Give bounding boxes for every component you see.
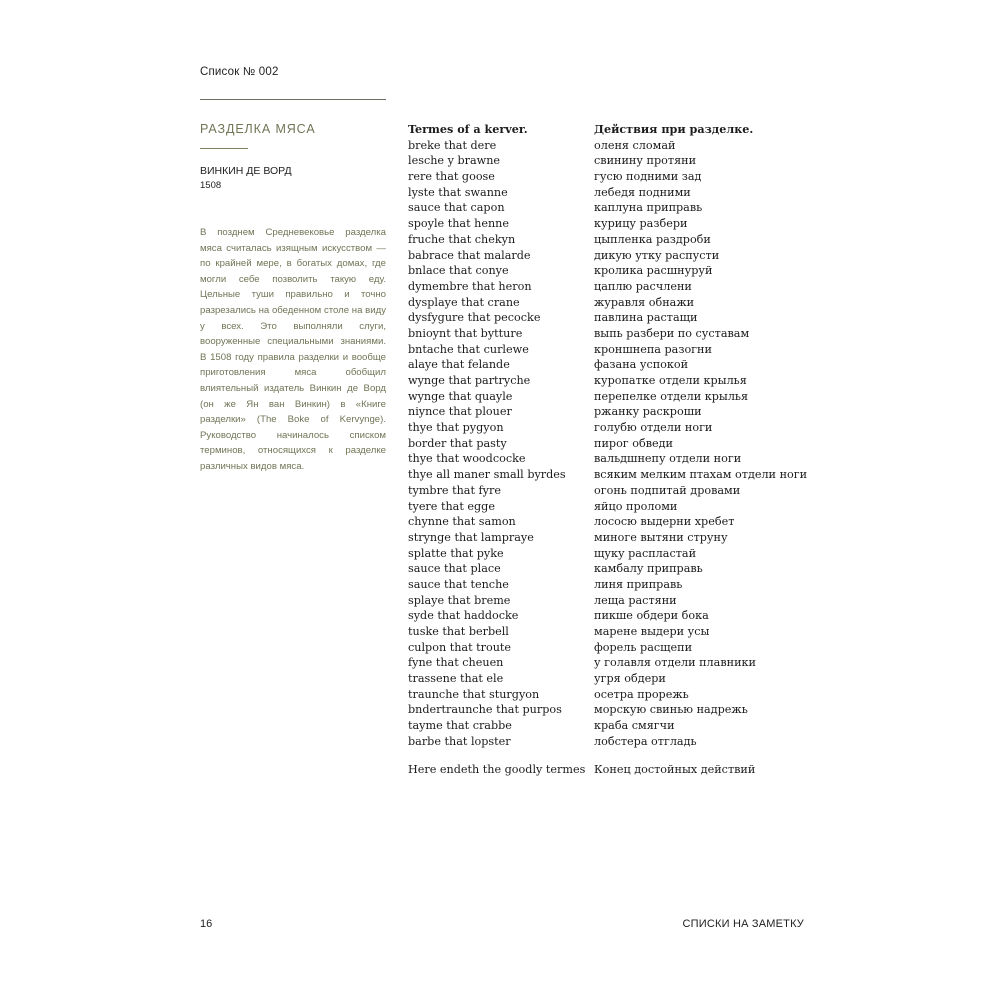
russian-term: камбалу приправь <box>594 562 703 576</box>
english-term: wynge that partryche <box>408 374 531 387</box>
russian-term: миноге вытяни струну <box>594 530 728 544</box>
russian-term: щуку распластай <box>594 546 697 560</box>
english-term: tuske that berbell <box>408 625 509 638</box>
russian-term: курицу разбери <box>594 217 688 231</box>
russian-terms-heading: Действия при разделке. <box>594 122 754 136</box>
english-term: spoyle that henne <box>408 217 509 231</box>
russian-term: лобстера отгладь <box>594 734 697 748</box>
english-term: breke that dere <box>408 138 497 152</box>
russian-term: лебедя подними <box>594 185 691 199</box>
russian-term: журавля обнажи <box>594 295 695 309</box>
english-term: splatte that pyke <box>408 546 504 560</box>
publication-year: 1508 <box>200 180 222 191</box>
russian-term: угря обдери <box>594 672 666 686</box>
russian-term: всяким мелким птахам отдели ноги <box>594 468 808 482</box>
english-term: trassene that ele <box>408 672 504 686</box>
english-term: strynge that lampraye <box>408 530 534 544</box>
russian-term: форель расщепи <box>594 640 693 654</box>
russian-term: леща растяни <box>594 593 677 607</box>
russian-term: цыпленка раздроби <box>594 232 711 246</box>
english-term: sauce that capon <box>408 201 505 215</box>
english-term: chynne that samon <box>408 515 516 529</box>
russian-term: марене выдери усы <box>594 625 710 638</box>
russian-term: свинину протяни <box>594 154 697 168</box>
author-name: ВИНКИН ДЕ ВОРД <box>200 165 292 177</box>
english-term: tymbre that fyre <box>408 483 501 497</box>
english-term: niynce that plouer <box>408 405 512 419</box>
english-term: bntache that curlewe <box>408 342 529 356</box>
english-term: syde that haddocke <box>408 609 519 623</box>
english-term: dymembre that heron <box>408 279 532 293</box>
english-term: alaye that felande <box>408 358 510 372</box>
russian-term: кроншнепа разогни <box>594 342 712 356</box>
english-term: thye that woodcocke <box>408 452 526 466</box>
english-ending: Here endeth the goodly termes <box>408 762 586 776</box>
english-term: fruche that chekyn <box>408 232 516 246</box>
top-divider <box>200 99 386 100</box>
russian-term: куропатке отдели крылья <box>594 374 747 387</box>
english-term: splaye that breme <box>408 593 511 607</box>
english-term: lesche y brawne <box>408 154 501 168</box>
english-terms-heading: Termes of a kerver. <box>408 122 528 136</box>
russian-term: осетра прорежь <box>594 687 689 701</box>
english-term: culpon that troute <box>408 640 512 654</box>
running-head: СПИСКИ НА ЗАМЕТКУ <box>682 918 804 930</box>
russian-term: у голавля отдели плавники <box>594 656 756 670</box>
english-term: rere that goose <box>408 170 495 184</box>
english-term: dysfygure that pecocke <box>408 311 541 325</box>
english-term: traunche that sturgyon <box>408 687 540 701</box>
english-term: bndertraunche that purpos <box>408 703 562 717</box>
title-underline <box>200 148 248 149</box>
russian-term: вальдшнепу отдели ноги <box>594 452 742 466</box>
english-term: bnlace that conye <box>408 264 509 278</box>
russian-term: гусю подними зад <box>594 170 702 184</box>
russian-term: каплуна приправь <box>594 201 703 215</box>
english-term: wynge that quayle <box>408 389 513 403</box>
english-term: lyste that swanne <box>408 185 508 199</box>
russian-terms-column <box>594 122 807 777</box>
russian-term: цаплю расчлени <box>594 279 692 293</box>
english-term: fyne that cheuen <box>408 656 504 670</box>
english-term: thye that pygyon <box>408 421 504 435</box>
page-number: 16 <box>200 918 213 930</box>
russian-term: голубю отдели ноги <box>594 421 713 435</box>
list-number: Список № 002 <box>200 66 279 78</box>
english-terms-column <box>408 122 585 777</box>
intro-paragraph: В позднем Средневековье разделка мяса считалась изящным искусством — по крайней мере, в богатых домах, где могли себе позволить такую еду. Цельные туши правильно и точно разрезались на обеденном столе на виду у всех. Это выполняли слуги, вооруженные специальными знаниями. В 1508 году правила разделки и вообще приготовления мяса обобщил влиятельный издатель Винкин де Ворд (он же Ян ван Винкин) в «Книге разделки» (The Boke of Kervynge). Руководство начиналось списком терминов, относящихся к разделке различных видов мяса. <box>200 227 386 472</box>
russian-term: яйцо проломи <box>594 499 678 513</box>
english-term: border that pasty <box>408 436 507 450</box>
russian-term: лососю выдерни хребет <box>594 515 735 529</box>
russian-term: выпь разбери по суставам <box>594 326 750 340</box>
english-term: tayme that crabbe <box>408 719 512 733</box>
russian-term: кролика расшнуруй <box>594 264 713 278</box>
english-term: barbe that lopster <box>408 734 511 748</box>
english-term: sauce that tenche <box>408 577 509 591</box>
russian-term: дикую утку распусти <box>594 248 720 262</box>
russian-term: павлина растащи <box>594 311 698 325</box>
russian-term: линя приправь <box>594 577 683 591</box>
russian-term: фазана успокой <box>594 358 689 372</box>
english-term: tyere that egge <box>408 499 495 513</box>
russian-term: краба смягчи <box>594 719 675 733</box>
russian-term: ржанку раскроши <box>594 405 702 419</box>
russian-term: огонь подпитай дровами <box>594 483 741 497</box>
russian-term: оленя сломай <box>594 138 676 152</box>
english-term: sauce that place <box>408 562 501 576</box>
russian-term: морскую свинью надрежь <box>594 703 748 717</box>
russian-term: пикше обдери бока <box>594 609 709 623</box>
section-title: РАЗДЕЛКА МЯСА <box>200 122 316 136</box>
russian-term: перепелке отдели крылья <box>594 389 749 403</box>
russian-term: пирог обведи <box>594 436 673 450</box>
english-term: dysplaye that crane <box>408 295 520 309</box>
russian-ending: Конец достойных действий <box>594 762 756 776</box>
english-term: thye all maner small byrdes <box>408 468 566 482</box>
english-term: babrace that malarde <box>408 248 531 262</box>
english-term: bnioynt that bytture <box>408 326 523 340</box>
